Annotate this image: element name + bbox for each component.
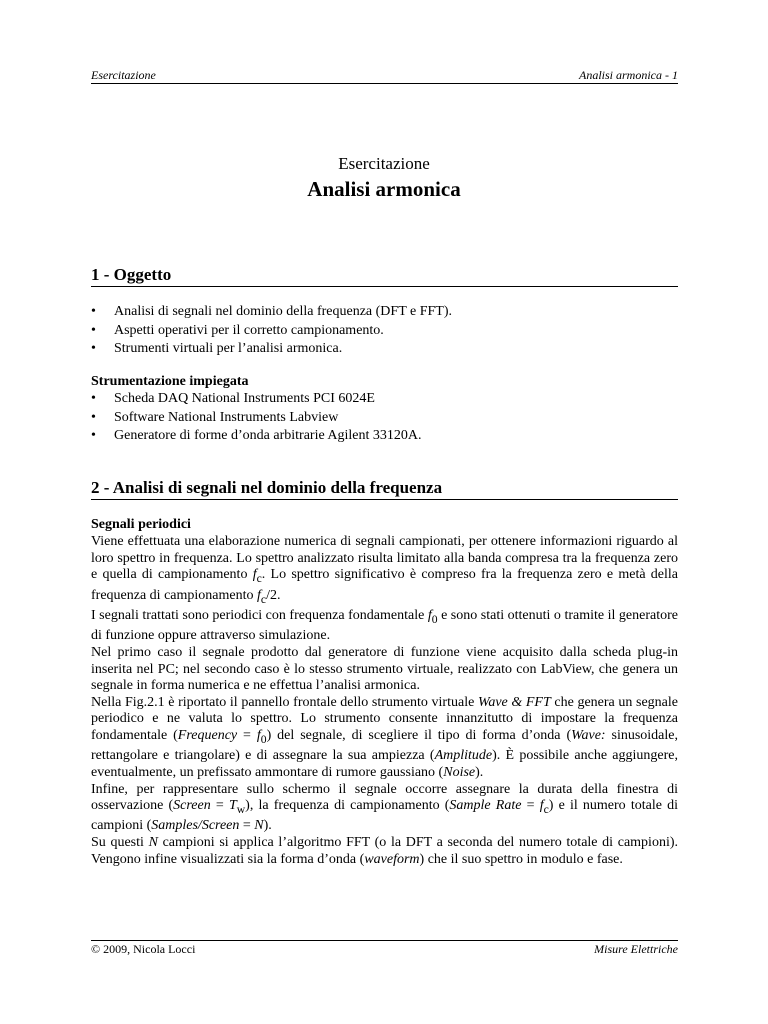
section-2-body (91, 534, 678, 868)
equipment-list (91, 390, 678, 446)
page-header (91, 68, 678, 84)
periodic-signals-heading: Segnali periodici (91, 517, 191, 532)
paragraph: Viene effettuata una elaborazione numerica di segnali campionati, per ottenere informazioni riguardo al loro spettro in frequenza. Lo spettro analizzato risulta limitato alla banda compresa tra la frequenza zero e quella di campionamento $f_c$. Lo spettro significativo è compreso fra la frequenza zero e metà della frequenza di campionamento $f_c/2$. (91, 534, 678, 606)
equipment-heading: Strumentazione impiegata (91, 374, 249, 389)
bullet-icon: • (91, 428, 96, 443)
section-2-heading: 2 - Analisi di segnali nel dominio della frequenza (91, 477, 678, 500)
list-item: • Aspetti operativi per il corretto campionamento. (91, 322, 678, 341)
list-item: • Analisi di segnali nel dominio della frequenza (DFT e FFT). (91, 303, 678, 322)
header-left: Esercitazione (91, 68, 156, 82)
paragraph: Infine, per rappresentare sullo schermo il segnale occorre assegnare la durata della finestra di osservazione (Screen = $T_w$), la frequenza di campionamento (Sample Rate = $f_c$) e il numero totale di campioni (Samples/Screen = N). (91, 781, 678, 834)
title-main: Analisi armonica (307, 177, 461, 201)
document-title (0, 154, 768, 202)
list-item: • Generatore di forme d’onda arbitrarie Agilent 33120A. (91, 427, 678, 446)
bullet-icon: • (91, 341, 96, 356)
section-1-heading: 1 - Oggetto (91, 264, 678, 287)
list-item: • Software National Instruments Labview (91, 409, 678, 428)
paragraph: Su questi N campioni si applica l’algoritmo FFT (o la DFT a seconda del numero totale di campioni). Vengono infine visualizzati sia la forma d’onda (waveform) che il suo spettro in modulo e fase. (91, 835, 678, 867)
objectives-list (91, 303, 678, 359)
footer-right: Misure Elettriche (594, 942, 678, 956)
paragraph: Nel primo caso il segnale prodotto dal generatore di funzione viene acquisito dalla scheda plug-in inserita nel PC; nel secondo caso è lo stesso strumento virtuale, realizzato con LabView, che genera un segnale in forma numerica e ne effettua l’analisi armonica. (91, 644, 678, 694)
paragraph: Nella Fig.2.1 è riportato il pannello frontale dello strumento virtuale Wave & FFT che genera un segnale periodico e ne valuta lo spettro. Lo strumento consente innanzitutto di impostare la frequenza fondamentale (Frequency = $f_0$) del segnale, di scegliere il tipo di forma d’onda (Wave: sinusoidale, rettangolare e triangolare) e di assegnare la sua ampiezza (Amplitude). È possibile anche aggiungere, eventualmente, un prefissato ammontare di rumore gaussiano (Noise). (91, 694, 679, 780)
page-footer (91, 940, 678, 957)
bullet-icon: • (91, 304, 96, 319)
bullet-icon: • (91, 391, 96, 406)
bullet-icon: • (91, 409, 96, 425)
paragraph: I segnali trattati sono periodici con frequenza fondamentale $f_0$ e sono stati ottenuti o tramite il generatore di funzione oppure attraverso simulazione. (91, 607, 678, 644)
bullet-icon: • (91, 322, 96, 338)
header-right: Analisi armonica - 1 (579, 68, 678, 82)
title-small: Esercitazione (338, 154, 430, 173)
list-item: • Scheda DAQ National Instruments PCI 6024E (91, 390, 678, 409)
list-item: • Strumenti virtuali per l’analisi armonica. (91, 340, 678, 359)
footer-left: © 2009, Nicola Locci (91, 942, 196, 956)
